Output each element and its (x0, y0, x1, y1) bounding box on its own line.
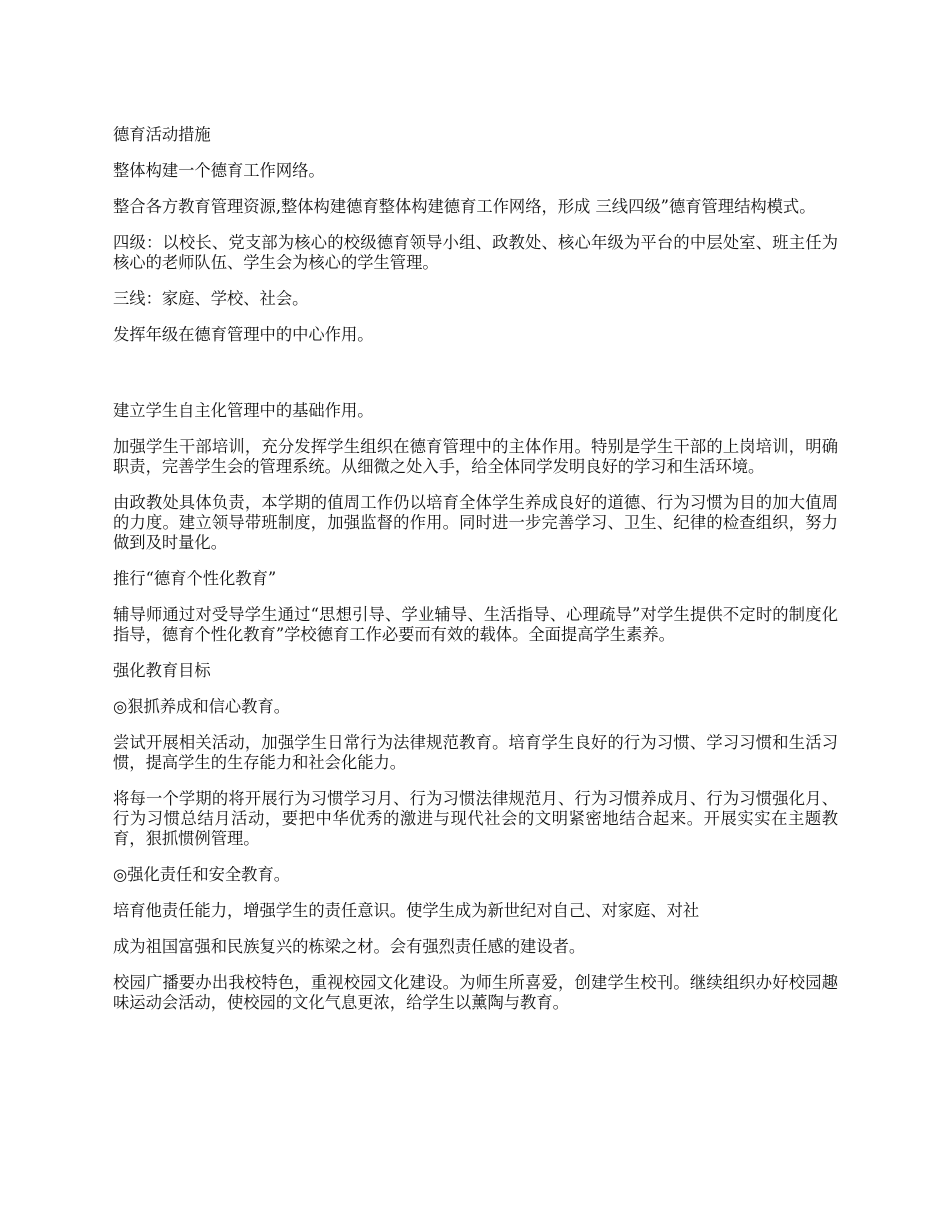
paragraph: 成为祖国富强和民族复兴的栋梁之材。会有强烈责任感的建设者。 (113, 937, 586, 956)
paragraph: 整体构建一个德育工作网络。 (113, 161, 325, 180)
paragraph: 将每一个学期的将开展行为习惯学习月、行为习惯法律规范月、行为习惯养成月、行为习惯强化月、行为习惯总结月活动，要把中华优秀的激进与现代社会的文明紧密地结合起来。开展实实在主题教育，狠抓惯例管理。 (113, 789, 838, 848)
paragraph: 由政教处具体负责，本学期的值周工作仍以培育全体学生养成良好的道德、行为习惯为目的加大值周的力度。建立领导带班制度，加强监督的作用。同时进一步完善学习、卫生、纪律的检查组织，努力做到及时量化。 (113, 493, 838, 552)
paragraph: 尝试开展相关活动，加强学生日常行为法律规范教育。培育学生良好的行为习惯、学习习惯和生活习惯，提高学生的生存能力和社会化能力。 (113, 733, 838, 772)
section-heading-education-goals: 强化教育目标 (113, 661, 211, 680)
subheading-habit-education: ◎狠抓养成和信心教育。 (113, 697, 291, 716)
paragraph: 四级：以校长、党支部为核心的校级德育领导小组、政教处、核心年级为平台的中层处室、班主任为核心的老师队伍、学生会为核心的学生管理。 (113, 233, 838, 272)
paragraph: 建立学生自主化管理中的基础作用。 (113, 401, 374, 420)
paragraph: 加强学生干部培训，充分发挥学生组织在德育管理中的主体作用。特别是学生干部的上岗培训，明确职责，完善学生会的管理系统。从细微之处入手，给全体同学发明良好的学习和生活环境。 (113, 437, 838, 476)
paragraph: 辅导师通过对受导学生通过“思想引导、学业辅导、生活指导、心理疏导”对学生提供不定时的制度化指导，德育个性化教育”学校德育工作必要而有效的载体。全面提高学生素养。 (113, 605, 838, 644)
paragraph: 校园广播要办出我校特色，重视校园文化建设。为师生所喜爱，创建学生校刊。继续组织办好校园趣味运动会活动，使校园的文化气息更浓，给学生以薰陶与教育。 (113, 973, 838, 1012)
section-heading-personalized-education: 推行“德育个性化教育” (113, 569, 277, 588)
paragraph: 培育他责任能力，增强学生的责任意识。使学生成为新世纪对自己、对家庭、对社 (113, 901, 700, 920)
paragraph: 发挥年级在德育管理中的中心作用。 (113, 325, 374, 344)
paragraph: 整合各方教育管理资源,整体构建德育整体构建德育工作网络，形成 三线四级”德育管理结构模式。 (113, 197, 816, 216)
document-body (113, 125, 838, 1029)
paragraph: 三线：家庭、学校、社会。 (113, 289, 309, 308)
section-heading-moral-activities: 德育活动措施 (113, 125, 211, 144)
subheading-responsibility-education: ◎强化责任和安全教育。 (113, 865, 291, 884)
